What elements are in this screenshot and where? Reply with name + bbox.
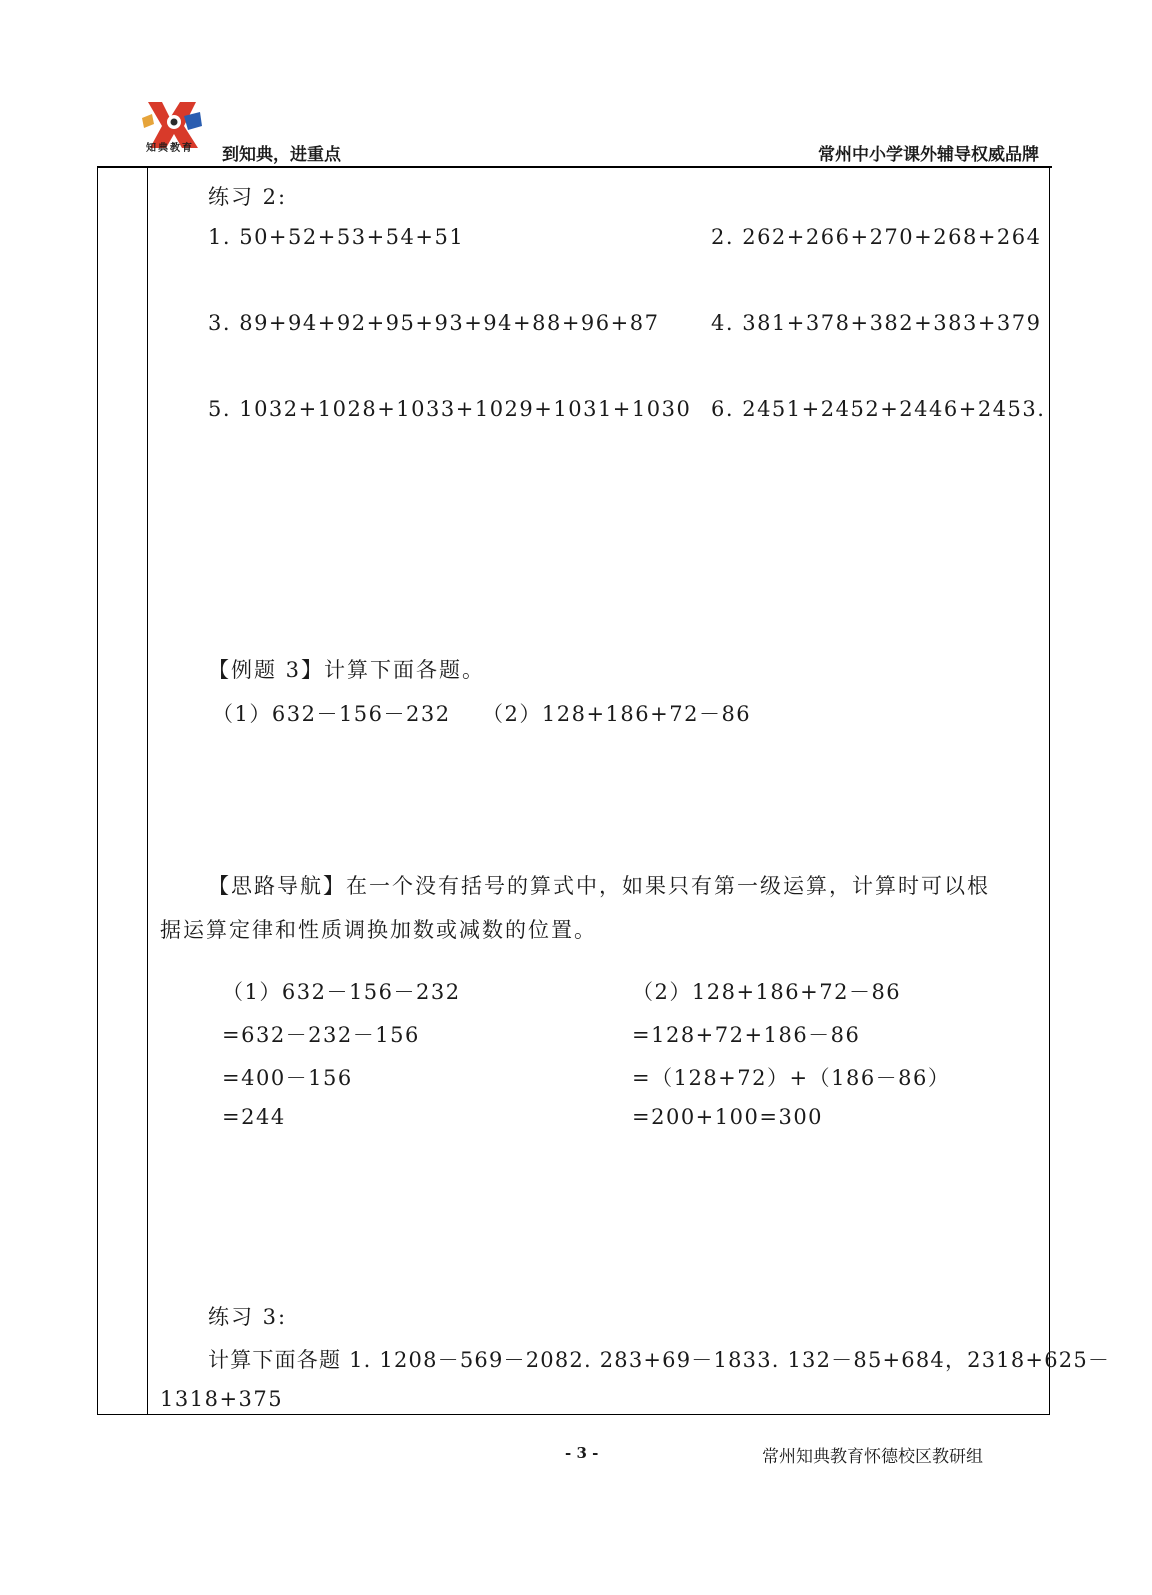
solution2-step: =128+72+186－86: [632, 1023, 861, 1047]
solution1-step: =632－232－156: [222, 1023, 420, 1047]
practice2-problem-5: 5. 1032+1028+1033+1029+1031+1030: [208, 397, 692, 421]
content-table: [97, 168, 1050, 1415]
practice2-problem-6: 6. 2451+2452+2446+2453.: [711, 397, 1046, 421]
practice3-line-2: 1318+375: [160, 1387, 284, 1411]
page-number: - 3 -: [565, 1444, 599, 1462]
example3-question-1: （1）632－156－232: [212, 702, 451, 726]
table-column-divider: [147, 168, 148, 1415]
practice2-problem-4: 4. 381+378+382+383+379: [711, 311, 1042, 335]
logo-text: 知典教育: [146, 143, 194, 154]
solution1-step: =400－156: [222, 1066, 353, 1090]
header-slogan: 到知典，进重点: [222, 145, 341, 165]
practice2-problem-1: 1. 50+52+53+54+51: [208, 225, 465, 249]
practice2-problem-3: 3. 89+94+92+95+93+94+88+96+87: [208, 311, 660, 335]
guide-line-1: 【思路导航】在一个没有括号的算式中，如果只有第一级运算，计算时可以根: [208, 874, 990, 898]
solution2-step: =200+100=300: [632, 1105, 824, 1129]
practice2-title: 练习 2:: [208, 185, 288, 209]
solution2-step: （2）128+186+72－86: [632, 980, 902, 1004]
footer-organization: 常州知典教育怀德校区教研组: [762, 1447, 983, 1467]
header-brand: 常州中小学课外辅导权威品牌: [818, 145, 1039, 165]
practice3-line-1: 计算下面各题 1. 1208－569－2082. 283+69－1833. 132－85+684，2318+625－: [208, 1348, 1111, 1372]
example3-title: 【例题 3】计算下面各题。: [208, 658, 486, 682]
solution1-step: （1）632－156－232: [222, 980, 461, 1004]
solution1-step: =244: [222, 1105, 286, 1129]
solution2-step: =（128+72）+（186－86）: [632, 1066, 951, 1090]
guide-line-2: 据运算定律和性质调换加数或减数的位置。: [160, 918, 597, 942]
example3-question-2: （2）128+186+72－86: [482, 702, 752, 726]
practice3-title: 练习 3:: [208, 1305, 288, 1329]
practice2-problem-2: 2. 262+266+270+268+264: [711, 225, 1042, 249]
